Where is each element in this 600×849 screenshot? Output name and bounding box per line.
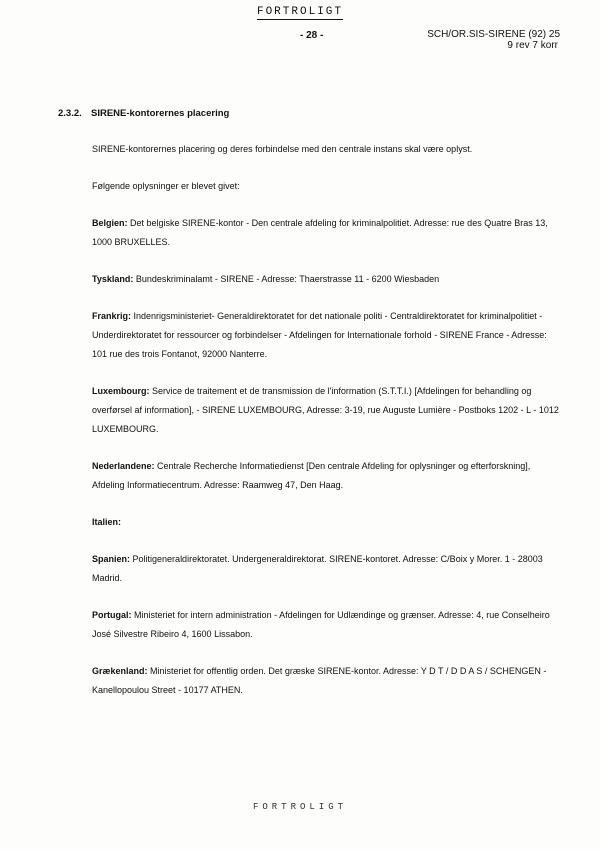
country-name: Italien:	[92, 517, 122, 527]
country-entry	[92, 214, 562, 252]
country-list	[92, 214, 562, 700]
country-entry	[92, 457, 562, 495]
country-name: Frankrig:	[92, 311, 132, 321]
country-entry	[92, 270, 562, 289]
intro-paragraph: Følgende oplysninger er blevet givet:	[92, 181, 240, 191]
country-entry	[92, 513, 562, 532]
country-details: Service de traitement et de transmission de l'information (S.T.T.I.) [Afdelingen for behandling og overførsel af information], - SIRENE LUXEMBOURG, Adresse: 3-19, rue Auguste Lumière - Postboks 1202 - L - 1012 LUXEMBOURG.	[92, 386, 559, 434]
country-details: Centrale Recherche Informatiedienst [Den centrale Afdeling for oplysninger og efterforskning], Afdeling Informatiecentrum. Adresse: Raamweg 47, Den Haag.	[92, 461, 531, 490]
page-number: - 28 -	[300, 30, 324, 41]
country-name: Portugal:	[92, 610, 132, 620]
country-details: Det belgiske SIRENE-kontor - Den centrale afdeling for kriminalpolitiet. Adresse: rue des Quatre Bras 13, 1000 BRUXELLES.	[92, 218, 548, 247]
section-number: 2.3.2.	[58, 108, 82, 119]
country-name: Nederlandene:	[92, 461, 155, 471]
country-details: Politigeneraldirektoratet. Undergeneraldirektorat. SIRENE-kontoret. Adresse: C/Boix y Morer. 1 - 28003 Madrid.	[92, 554, 543, 583]
country-entry	[92, 550, 562, 588]
confidential-footer: FORTROLIGT	[252, 802, 347, 812]
country-entry	[92, 606, 562, 644]
document-body	[92, 140, 562, 718]
country-entry	[92, 382, 562, 439]
country-name: Tyskland:	[92, 274, 134, 284]
document-reference	[427, 29, 560, 51]
country-details: Ministeriet for intern administration - Afdelingen for Udlændinge og grænser. Adresse: 4, rue Conselheiro José Silvestre Ribeiro 4, 1600 Lissabon.	[92, 610, 550, 639]
section-title: SIRENE-kontorernes placering	[91, 108, 230, 119]
section-heading	[58, 108, 229, 119]
country-name: Grækenland:	[92, 666, 148, 676]
confidential-header-text: FORTROLIGT	[256, 6, 343, 18]
country-name: Spanien:	[92, 554, 131, 564]
country-name: Belgien:	[92, 218, 128, 228]
country-details: Indenrigsministeriet- Generaldirektoratet for det nationale politi - Centraldirektoratet for kriminalpolitiet - Underdirektoratet for ressourcer og forbindelser - Afdelingen for Internationale forhold - SIRENE France - Adresse: 101 rue des trois Fontanot, 92000 Nanterre.	[92, 311, 547, 359]
country-entry	[92, 307, 562, 364]
country-details: Bundeskriminalamt - SIRENE - Adresse: Thaerstrasse 11 - 6200 Wiesbaden	[135, 274, 440, 284]
country-name: Luxembourg:	[92, 386, 150, 396]
document-reference-code: SCH/OR.SIS-SIRENE (92) 25	[427, 29, 560, 40]
document-revision: 9 rev 7 korr	[507, 40, 558, 51]
confidential-header	[0, 6, 600, 18]
country-details: Ministeriet for offentlig orden. Det græske SIRENE-kontor. Adresse: Y D T / D D A S / SCHENGEN - Kanellopoulou Street - 10177 ATHEN.	[92, 666, 547, 695]
intro-paragraph: SIRENE-kontorernes placering og deres forbindelse med den centrale instans skal være oplyst.	[92, 144, 473, 154]
country-entry	[92, 662, 562, 700]
